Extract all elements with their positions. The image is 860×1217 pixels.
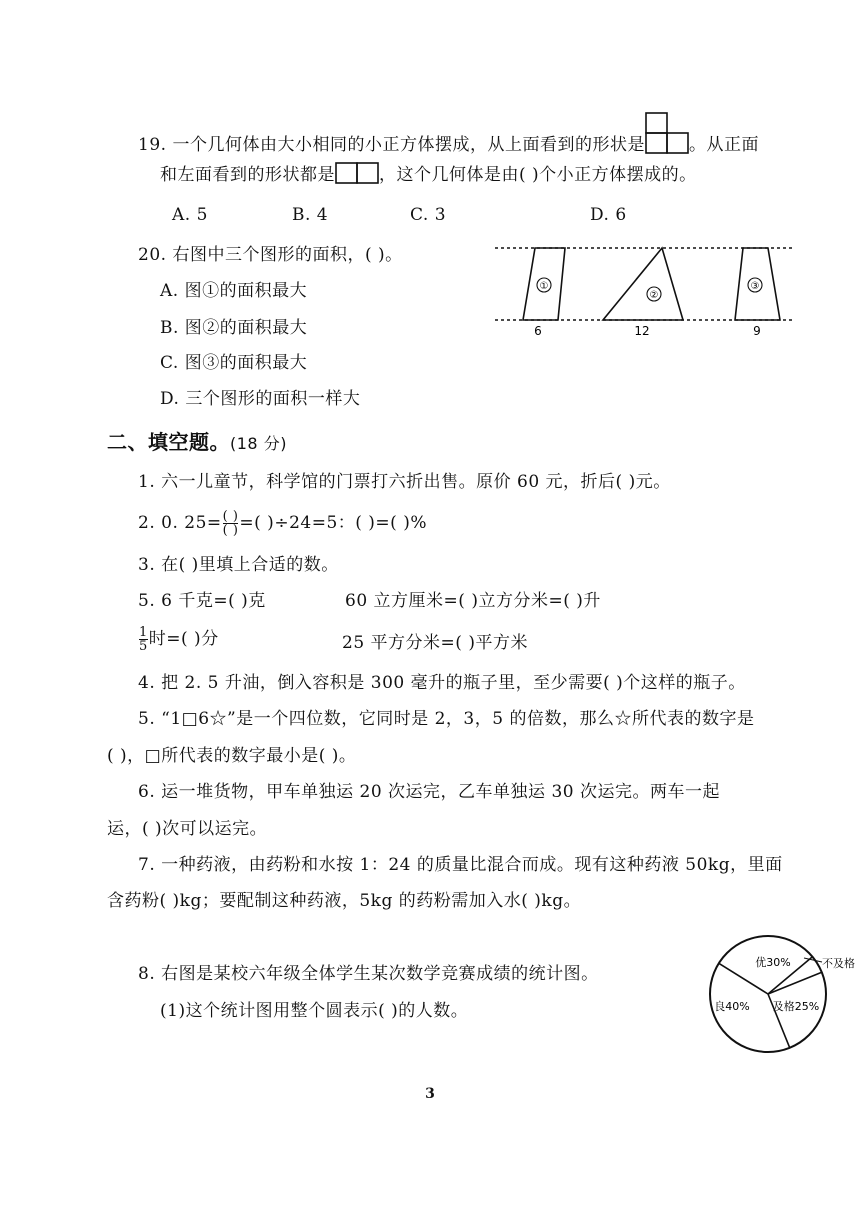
shape-2-label: ②: [649, 290, 659, 301]
fill-q3-row1-a: 5. 6 千克=( )克: [138, 591, 266, 611]
q19-option-c: C. 3: [410, 205, 447, 225]
fill-q3: 3. 在( )里填上合适的数。: [138, 555, 339, 575]
fill-q3-row2-a-text: 时=( )分: [148, 629, 219, 649]
fill-q2-post: =( )÷24=5：( )=( )%: [239, 513, 427, 533]
q19-line1: [138, 112, 759, 159]
shape-1-label: ①: [539, 281, 549, 292]
q20-option-b: B. 图②的面积最大: [160, 318, 308, 338]
pie-label-excellent: 优30%: [755, 956, 791, 969]
top-view-figure: [645, 112, 689, 159]
fill-q8-line1: 8. 右图是某校六年级全体学生某次数学竞赛成绩的统计图。: [138, 964, 599, 984]
fill-q5-line2: ( )，□所代表的数字最小是( )。: [107, 746, 357, 766]
fill-q2-fraction-numerator: ( ): [222, 509, 239, 524]
fill-q3-row2-b: 25 平方分米=( )平方米: [342, 633, 528, 653]
fill-q6-line2: 运，( )次可以运完。: [107, 819, 268, 839]
shape-3-base-label: 9: [753, 324, 761, 338]
q19-option-b: B. 4: [292, 205, 329, 225]
fifth-fraction-numerator: 1: [139, 625, 148, 640]
section-2-points: (18 分): [230, 434, 287, 453]
pie-label-fail: 不及格: [822, 957, 855, 970]
q19-text-d: ，这个几何体是由( )个小正方体摆成的。: [379, 165, 697, 185]
divider-pass-fail: [768, 972, 822, 994]
q19-text-a: 19. 一个几何体由大小相同的小正方体摆成，从上面看到的形状是: [138, 135, 645, 155]
q19-option-d: D. 6: [590, 205, 627, 225]
q19-option-a: A. 5: [172, 205, 208, 225]
pie-label-good: 良40%: [714, 1000, 750, 1013]
fill-q2-pre: 2. 0. 25=: [138, 513, 222, 533]
section-2-heading: [107, 426, 287, 455]
fill-q4: 4. 把 2. 5 升油，倒入容积是 300 毫升的瓶子里，至少需要( )个这样的瓶子。: [138, 673, 746, 693]
fill-q8-line2: (1)这个统计图用整个圆表示( )的人数。: [160, 1001, 469, 1021]
q19-text-b: 。从正面: [688, 135, 759, 155]
q20-stem: 20. 右图中三个图形的面积，( )。: [138, 245, 403, 265]
pie-label-pass: 及格25%: [772, 1000, 820, 1013]
fill-q7-line2: 含药粉( )kg；要配制这种药液，5kg 的药粉需加入水( )kg。: [107, 891, 582, 911]
q19-text-c: 和左面看到的形状都是: [160, 165, 335, 185]
q19-line2: [160, 160, 697, 189]
fill-q6-line1: 6. 运一堆货物，甲车单独运 20 次运完，乙车单独运 30 次运完。两车一起: [138, 782, 721, 802]
shape-2-triangle: [603, 248, 683, 320]
fill-q7-line1: 7. 一种药液，由药粉和水按 1：24 的质量比混合而成。现有这种药液 50kg，里面: [138, 855, 783, 875]
fill-q5-line1: 5. “1□6☆”是一个四位数，它同时是 2，3，5 的倍数，那么☆所代表的数字是: [138, 709, 755, 729]
fifth-fraction: [139, 626, 148, 653]
shape-3-label: ③: [750, 281, 760, 292]
fill-q3-row1-b: 60 立方厘米=( )立方分米=( )升: [345, 591, 601, 611]
fill-q3-row2-a: [138, 624, 219, 653]
q20-option-d: D. 三个图形的面积一样大: [160, 389, 361, 409]
fill-q2: [138, 508, 427, 537]
q20-option-c: C. 图③的面积最大: [160, 353, 308, 373]
fill-q2-fraction-denominator: ( ): [222, 523, 239, 538]
fill-q2-fraction: [223, 510, 239, 537]
score-pie-chart: [700, 932, 860, 1062]
page-number: 3: [425, 1086, 435, 1102]
fill-q1: 1. 六一儿童节，科学馆的门票打六折出售。原价 60 元，折后( )元。: [138, 472, 671, 492]
q20-shapes-figure: [490, 238, 800, 338]
fifth-fraction-denominator: 5: [139, 639, 148, 654]
section-2-title: 二、填空题。: [107, 430, 230, 454]
shape-1-base-label: 6: [534, 324, 542, 338]
q20-option-a: A. 图①的面积最大: [160, 281, 308, 301]
front-view-figure: [335, 162, 379, 189]
shape-2-base-label: 12: [634, 324, 650, 338]
